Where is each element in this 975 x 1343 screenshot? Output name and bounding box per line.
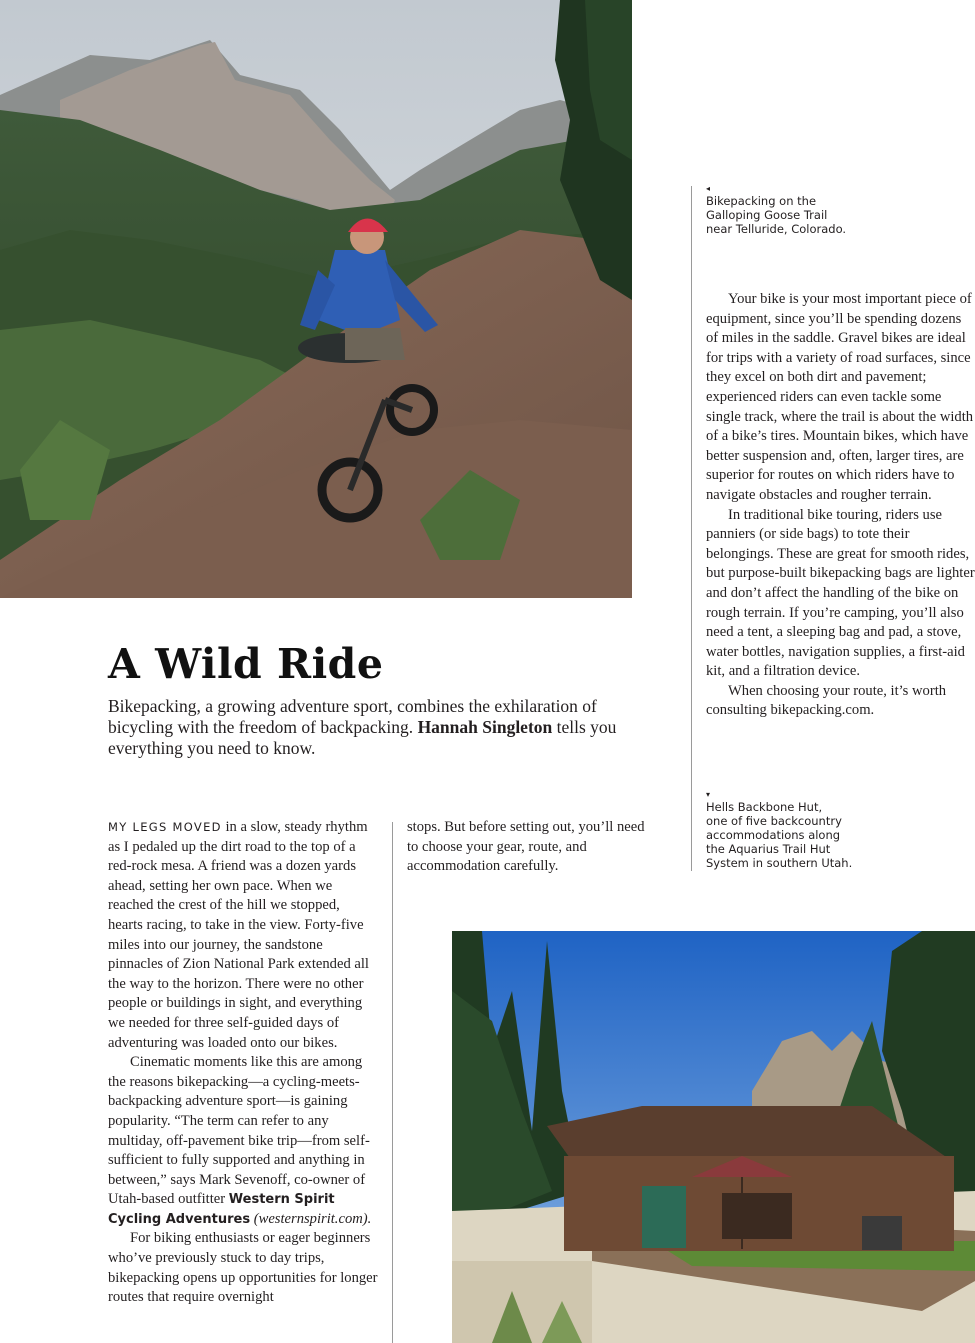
body-paragraph: When choosing your route, it’s worth consulting bikepacking.com. [706,682,947,719]
body-paragraph: For biking enthusiasts or eager beginners who’ve previously stuck to day trips, bikepacking opens up opportunities for longer routes that require overnight [108,1230,378,1306]
caption-line: Galloping Goose Trail [706,208,828,222]
photo-hells-backbone-hut [452,931,975,1343]
body-column-2 [407,818,647,877]
body-paragraph: stops. But before setting out, you’ll need to choose your gear, route, and accommodation carefully. [407,819,645,875]
caption-arrow-down-icon: ▾ [706,790,711,799]
caption-galloping-goose [706,182,906,236]
caption-hells-backbone-hut [706,788,906,870]
caption-line: Hells Backbone Hut, [706,800,823,814]
caption-line: Bikepacking on the [706,194,817,208]
lead-in: MY LEGS MOVED [108,820,222,834]
photo-bikepacker-galloping-goose [0,0,632,598]
caption-rule-top [691,186,692,871]
body-paragraph: Your bike is your most important piece of equipment, since you’ll be spending dozens of miles in the saddle. Gravel bikes are ideal for trips with a variety of road surfaces, since they excel on both dirt and pavement; experienced riders can even tackle some single track, where the trail is about the width of a bike’s tires. Mountain bikes, which have better suspension and, often, larger tires, are superior for routes on which riders have to navigate obstacles and rougher terrain. [706,291,974,503]
outfitter-url: (westernspirit.com). [253,1210,372,1227]
body-paragraph [108,1053,378,1229]
body-column-3 [706,290,975,721]
caption-line: accommodations along [706,828,841,842]
caption-line: one of five backcountry [706,814,842,828]
caption-line: near Telluride, Colorado. [706,222,847,236]
column-rule [392,822,393,1343]
body-paragraph: In traditional bike touring, riders use panniers (or side bags) to tote their belongings. These are great for smooth rides, but purpose-built bikepacking bags are lighter and don’t affect the handling of the bike on rough terrain. If you’re camping, you’ll also need a tent, a sleeping bag and pad, a stove, water bottles, navigation supplies, a first-aid kit, and a filtration device. [706,506,975,680]
article-dek [108,696,628,759]
outfitter-name: Western Spirit Cycling Adventures [108,1192,335,1227]
dek-text-end: tells you everything you need to know. [108,717,617,758]
body-text: in a slow, steady rhythm as I pedaled up the dirt road to the top of a red-rock mesa. A friend was a dozen yards ahead, setting her own pace. When we reached the crest of the hill we stopped, hearts racing, to take in the view. Forty-five miles into our journey, the sandstone pinnacles of Zion National Park extended all the way to the horizon. There were no other people or buildings in sight, and everything we needed for three self-guided days of adventuring was loaded onto our bikes. [108,819,369,1051]
body-text: Cinematic moments like this are among the reasons bikepacking—a cycling-meets-backpacking adventure sport—is gaining popularity. “The term can refer to any multiday, off-pavement bike trip—from self-sufficient to fully supported and anything in between,” says Mark Sevenoff, co-owner of Utah-based outfitter [108,1054,370,1208]
body-paragraph [108,818,378,1053]
caption-arrow-left-icon: ◂ [706,184,711,193]
caption-line: System in southern Utah. [706,856,853,870]
dek-author: Hannah Singleton [417,717,553,737]
caption-line: the Aquarius Trail Hut [706,842,831,856]
article-headline: A Wild Ride [108,640,384,688]
body-column-1 [108,818,378,1308]
dek-text: Bikepacking, a growing adventure sport, combines the exhilaration of bicycling with the freedom of backpacking. [108,696,597,737]
